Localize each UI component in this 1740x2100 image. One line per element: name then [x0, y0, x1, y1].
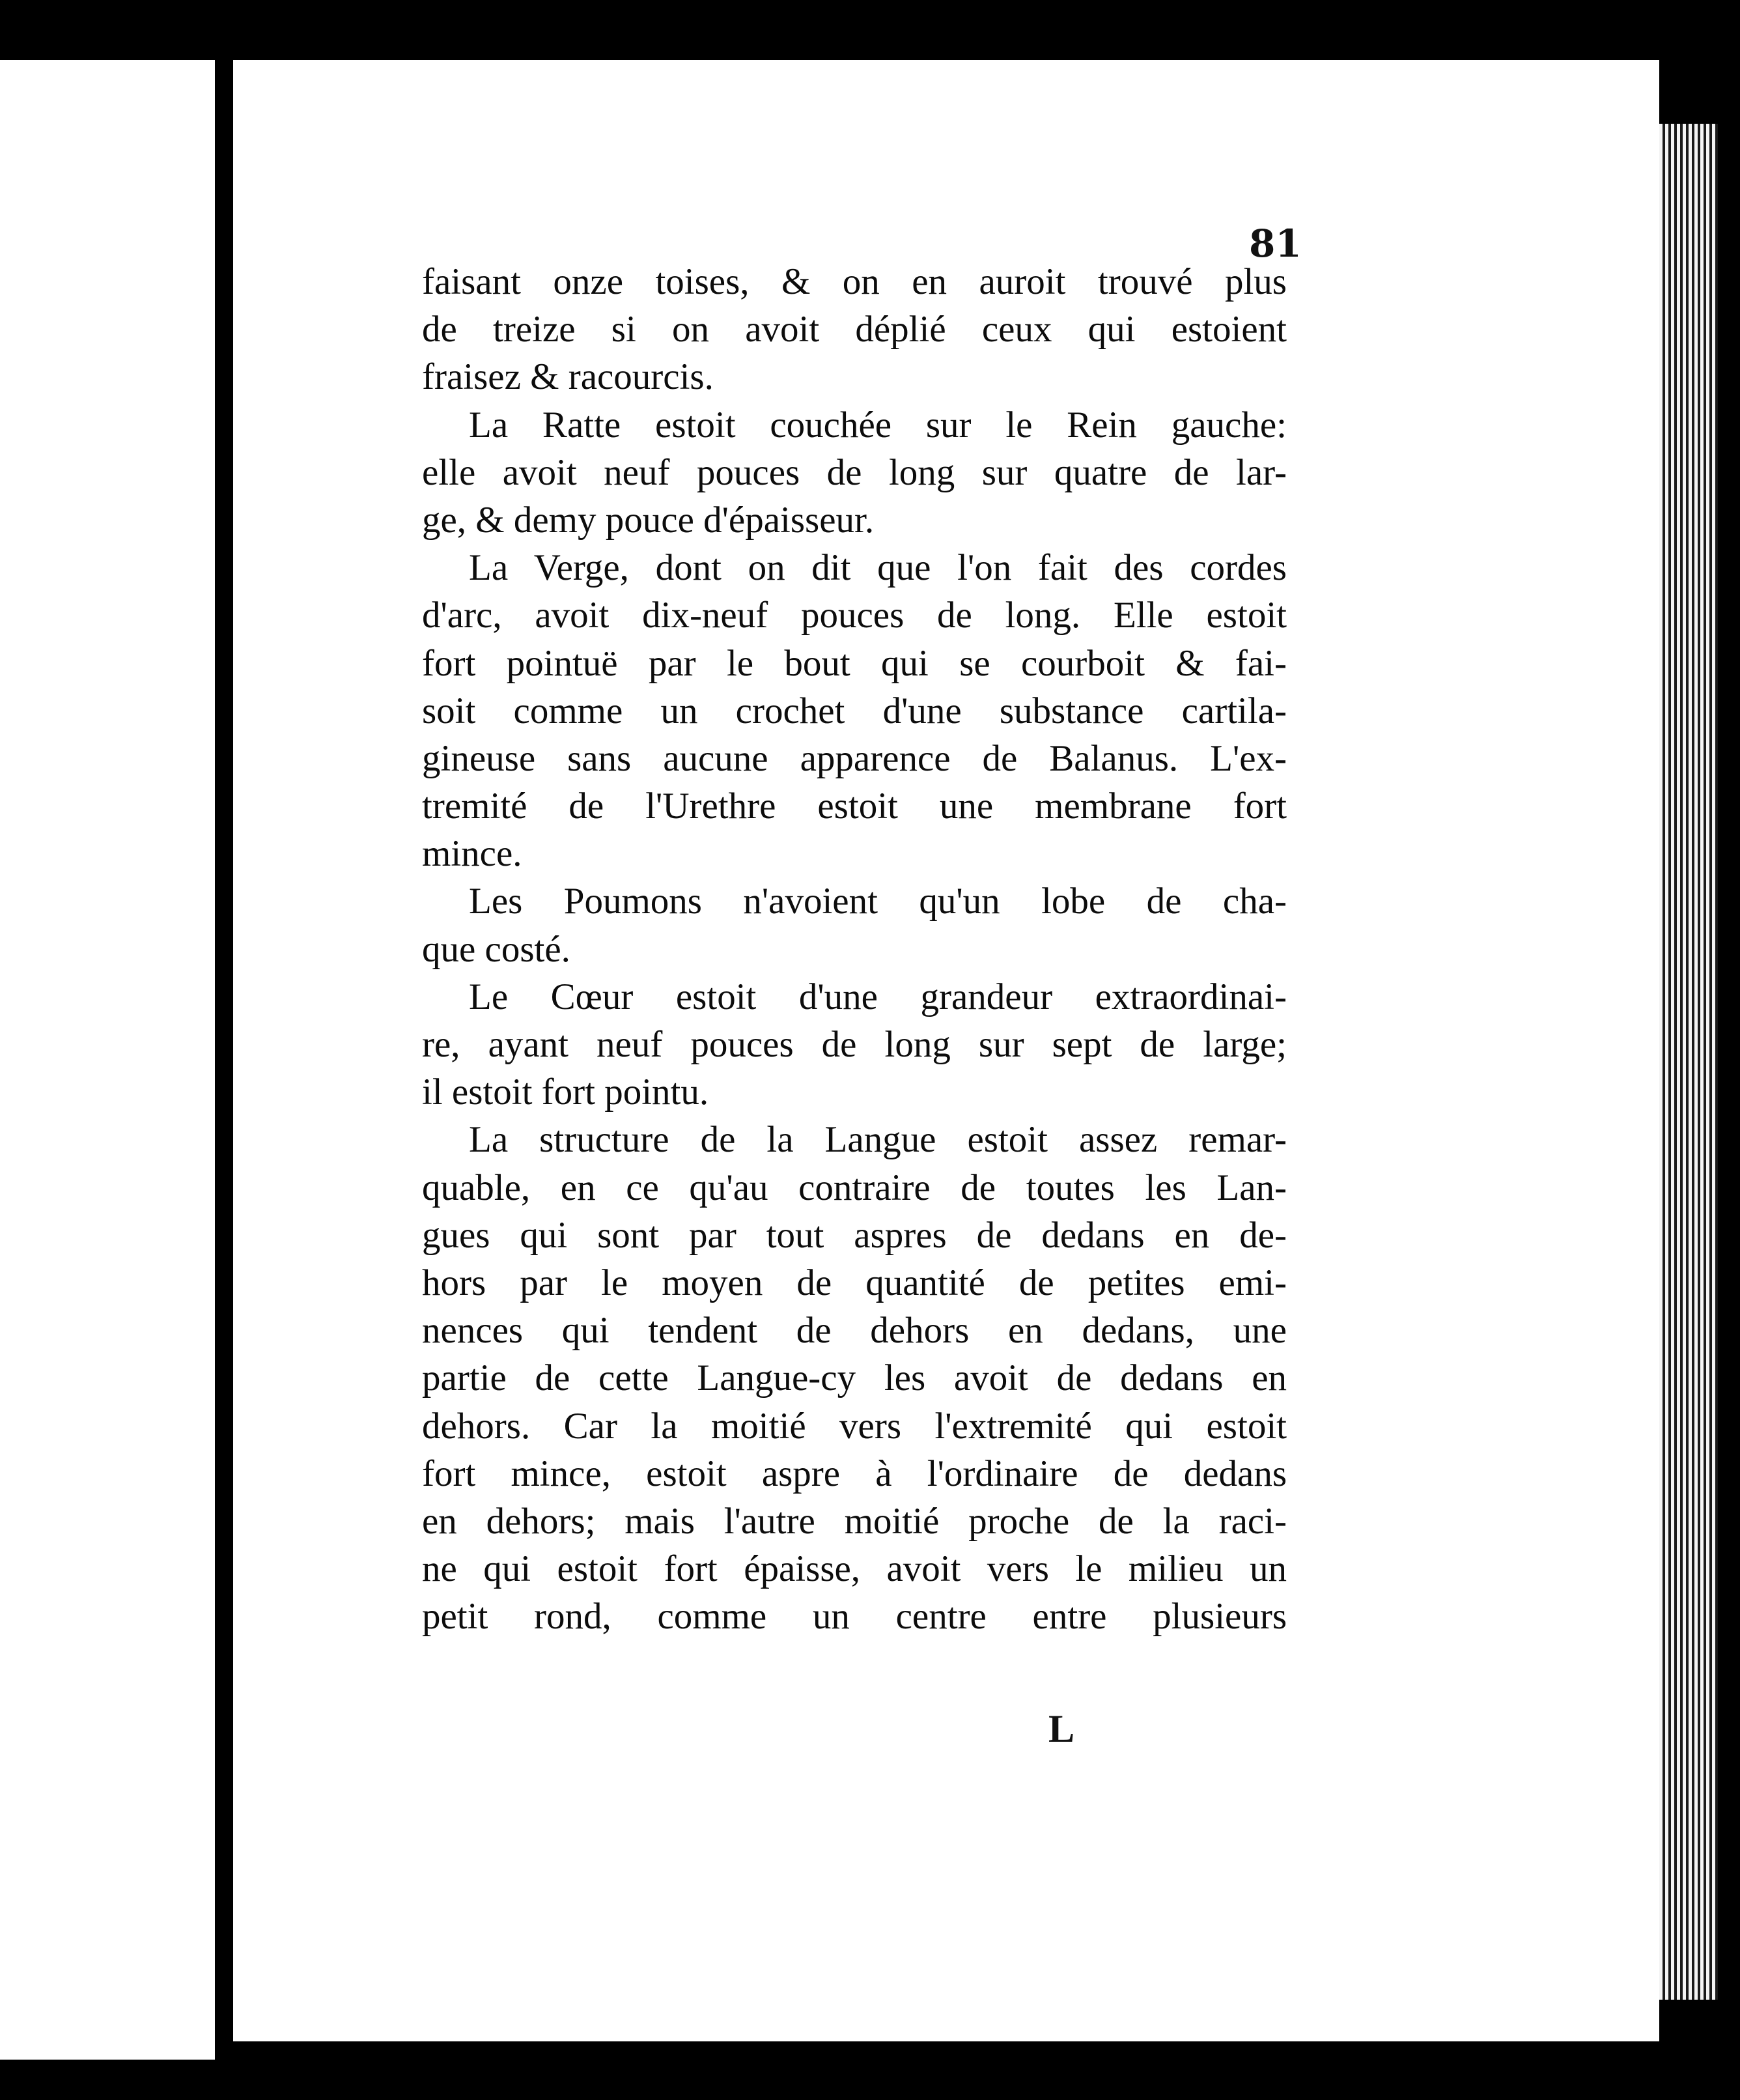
text-line: soit comme un crochet d'une substance cartila- [422, 690, 1287, 731]
text-line: partie de cette Langue-cy les avoit de dedans en [422, 1357, 1287, 1399]
body-text [422, 258, 1287, 1640]
text-line: en dehors; mais l'autre moitié proche de la raci- [422, 1500, 1287, 1542]
text-line: La Ratte estoit couchée sur le Rein gauche: [469, 404, 1287, 446]
text-line: elle avoit neuf pouces de long sur quatre de lar- [422, 451, 1287, 493]
text-line: mince. [422, 833, 522, 875]
text-line: Les Poumons n'avoient qu'un lobe de cha- [469, 881, 1287, 922]
page-edges [1659, 124, 1718, 2000]
text-line: fort pointuë par le bout qui se courboit & fai- [422, 642, 1287, 684]
text-line: ne qui estoit fort épaisse, avoit vers le milieu un [422, 1548, 1287, 1590]
left-page-margin [0, 60, 215, 2060]
text-line: La Verge, dont on dit que l'on fait des cordes [469, 547, 1287, 589]
text-line: dehors. Car la moitié vers l'extremité qui estoit [422, 1405, 1287, 1447]
text-line: fort mince, estoit aspre à l'ordinaire de dedans [422, 1453, 1287, 1494]
page-number: 81 [1249, 221, 1302, 266]
text-line: petit rond, comme un centre entre plusieurs [422, 1596, 1287, 1638]
text-line: re, ayant neuf pouces de long sur sept de large; [422, 1024, 1287, 1065]
text-line: faisant onze toises, & on en auroit trouvé plus [422, 261, 1287, 302]
text-line: hors par le moyen de quantité de petites emi- [422, 1262, 1287, 1303]
book-gutter [215, 52, 233, 2071]
text-line: gues qui sont par tout aspres de dedans en de- [422, 1214, 1287, 1256]
text-line: gineuse sans aucune apparence de Balanus. L'ex- [422, 737, 1287, 779]
text-line: que costé. [422, 928, 570, 970]
text-line: il estoit fort pointu. [422, 1071, 709, 1113]
text-line: Le Cœur estoit d'une grandeur extraordinai- [469, 976, 1287, 1017]
text-line: ge, & demy pouce d'épaisseur. [422, 499, 875, 541]
text-line: d'arc, avoit dix-neuf pouces de long. Elle estoit [422, 595, 1287, 636]
text-line: tremité de l'Urethre estoit une membrane fort [422, 786, 1287, 827]
text-line: nences qui tendent de dehors en dedans, une [422, 1310, 1287, 1352]
text-line: de treize si on avoit déplié ceux qui estoient [422, 309, 1287, 350]
text-line: La structure de la Langue estoit assez remar- [469, 1119, 1287, 1161]
text-line: quable, en ce qu'au contraire de toutes les Lan- [422, 1167, 1287, 1208]
text-line: fraisez & racourcis. [422, 356, 714, 398]
catchword: L [1048, 1707, 1075, 1750]
